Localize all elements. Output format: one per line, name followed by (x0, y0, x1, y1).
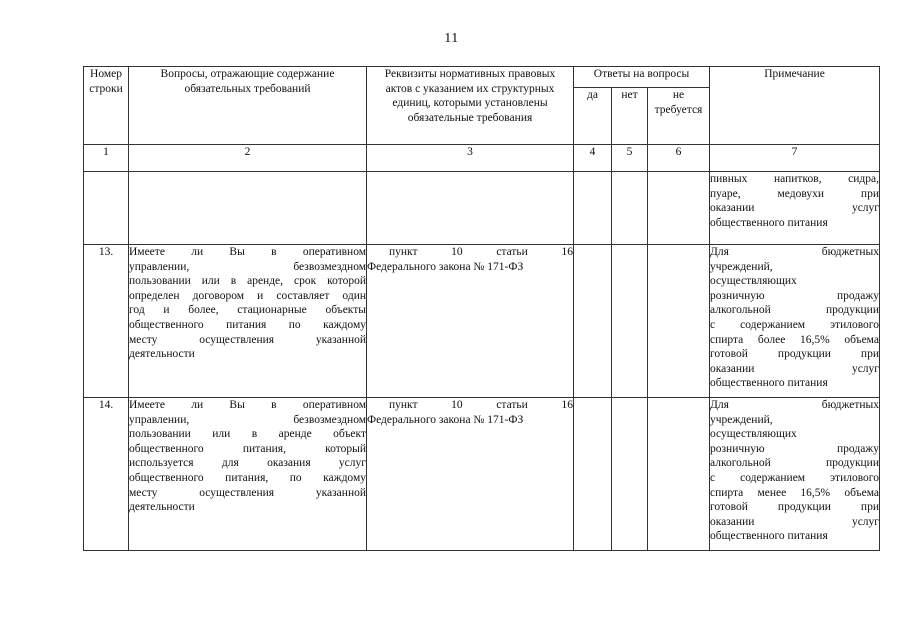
table-row-continuation (84, 172, 880, 245)
reference-cell (367, 398, 574, 551)
note-cell (710, 172, 880, 245)
note-line: учреждений, (710, 260, 773, 273)
note-cell (710, 398, 880, 551)
note-line: спирта менее 16,5% объема (710, 486, 879, 499)
answer-no-cell[interactable] (612, 172, 648, 245)
note-line: розничную продажу (710, 442, 879, 455)
header-references: Реквизиты нормативных правовых актов с указанием их структурных единиц, которыми установлены обязательные требования (367, 67, 574, 145)
header-yes: да (574, 88, 612, 145)
reference-line: Федерального закона № 171-ФЗ (367, 413, 524, 426)
reference-line: пункт 10 статьи 16 (389, 399, 573, 411)
note-line: с содержанием этилового (710, 471, 879, 484)
question-line: управлении, безвозмездном (129, 260, 366, 273)
column-number-row (84, 145, 880, 172)
note-cell (710, 245, 880, 398)
answer-yes-cell[interactable] (574, 172, 612, 245)
note-line: оказании услуг (710, 515, 879, 528)
question-line: общественного питания, по каждому (129, 471, 366, 484)
column-number: 5 (612, 145, 648, 172)
answer-no-cell[interactable] (612, 398, 648, 551)
question-line: месту осуществления указанной (129, 486, 366, 499)
note-line: осуществляющих (710, 275, 797, 288)
header-no: нет (612, 88, 648, 145)
row-number: 13. (84, 245, 129, 398)
note-line: готовой продукции при (710, 501, 879, 514)
answer-yes-cell[interactable] (574, 245, 612, 398)
column-number: 2 (129, 145, 367, 172)
row-number: 14. (84, 398, 129, 551)
table-row (84, 245, 880, 398)
note-line: Для бюджетных (710, 246, 879, 258)
note-line: учреждений, (710, 413, 773, 426)
answer-not-required-cell[interactable] (648, 172, 710, 245)
note-line: Для бюджетных (710, 399, 879, 411)
column-number: 3 (367, 145, 574, 172)
note-line: оказании услуг (710, 202, 879, 215)
question-line: управлении, безвозмездном (129, 413, 366, 426)
row-number-cell (84, 172, 129, 245)
answer-not-required-cell[interactable] (648, 398, 710, 551)
answer-no-cell[interactable] (612, 245, 648, 398)
note-line: готовой продукции при (710, 348, 879, 361)
note-line: оказании услуг (710, 362, 879, 375)
column-number: 4 (574, 145, 612, 172)
reference-line: пункт 10 статьи 16 (389, 246, 573, 258)
requirements-table (83, 66, 880, 551)
question-cell (129, 398, 367, 551)
column-number: 7 (710, 145, 880, 172)
note-line: пуаре, медовухи при (710, 187, 879, 200)
question-line: определен договором и составляет один (129, 289, 366, 302)
page-number: 11 (444, 31, 459, 46)
answer-yes-cell[interactable] (574, 398, 612, 551)
question-cell (129, 172, 367, 245)
note-line: пивных напитков, сидра, (710, 173, 879, 185)
table-row (84, 398, 880, 551)
header-row-number: Номер строки (84, 67, 129, 145)
reference-cell (367, 172, 574, 245)
question-line: Имеете ли Вы в оперативном (129, 246, 366, 258)
question-line: деятельности (129, 348, 195, 361)
question-line: общественного питания, который (129, 442, 366, 455)
question-line: пользовании или в аренде, срок которой (129, 275, 366, 288)
question-line: общественного питания по каждому (129, 318, 366, 331)
question-line: Имеете ли Вы в оперативном (129, 399, 366, 411)
header-notes: Примечание (710, 67, 880, 145)
note-line: с содержанием этилового (710, 318, 879, 331)
answer-not-required-cell[interactable] (648, 245, 710, 398)
header-not-required: не требуется (648, 88, 710, 145)
note-line: алкогольной продукции (710, 304, 879, 317)
note-line: спирта более 16,5% объема (710, 333, 879, 346)
note-line: алкогольной продукции (710, 457, 879, 470)
column-number: 1 (84, 145, 129, 172)
question-line: месту осуществления указанной (129, 333, 366, 346)
note-line: общественного питания (710, 530, 828, 543)
question-cell (129, 245, 367, 398)
question-line: деятельности (129, 501, 195, 514)
question-line: год и более, стационарные объекты (129, 304, 366, 317)
question-line: пользовании или в аренде объект (129, 428, 366, 441)
column-number: 6 (648, 145, 710, 172)
note-line: общественного питания (710, 216, 828, 229)
header-answers: Ответы на вопросы (574, 67, 710, 88)
note-line: общественного питания (710, 377, 828, 390)
header-questions: Вопросы, отражающие содержание обязательных требований (129, 67, 367, 145)
question-line: используется для оказания услуг (129, 457, 366, 470)
note-line: осуществляющих (710, 428, 797, 441)
note-line: розничную продажу (710, 289, 879, 302)
header-row (84, 67, 880, 88)
reference-line: Федерального закона № 171-ФЗ (367, 260, 524, 273)
reference-cell (367, 245, 574, 398)
